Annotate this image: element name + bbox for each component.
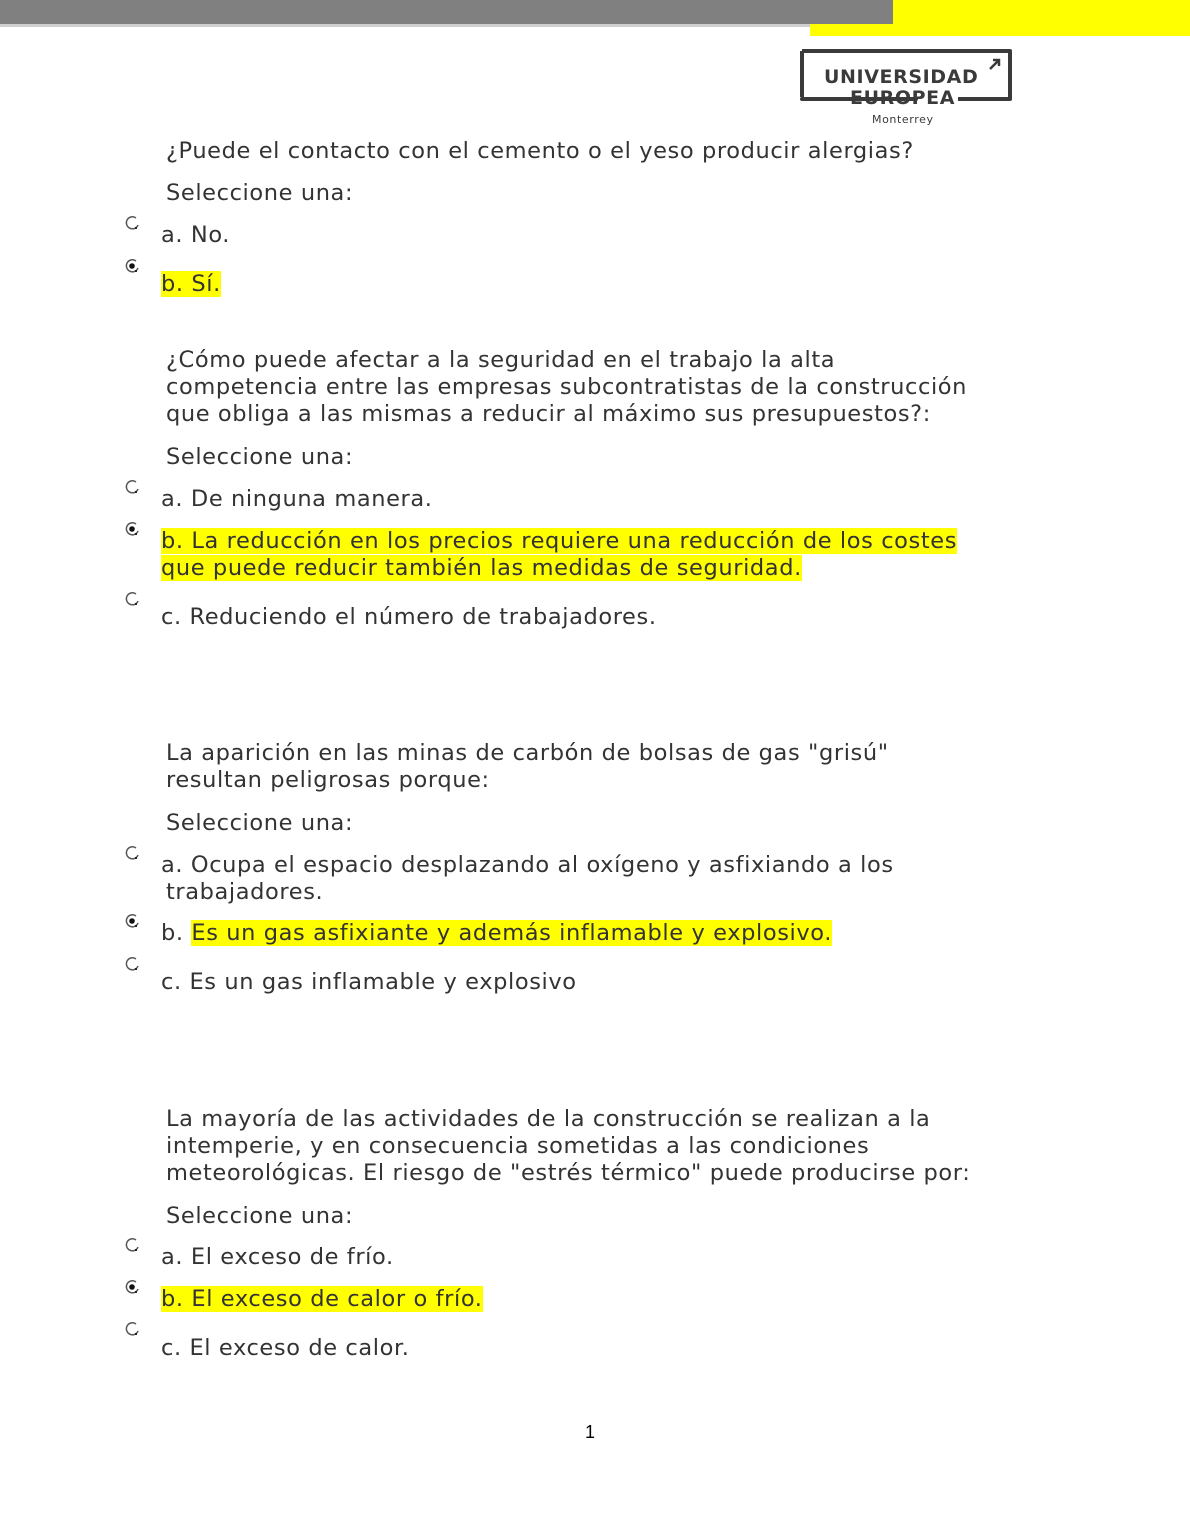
- logo-line1: UNIVERSIDAD: [824, 66, 979, 88]
- q3-option-b-radio-icon[interactable]: [124, 913, 140, 929]
- question-3-line2: resultan peligrosas porque:: [166, 767, 490, 793]
- q4-option-c[interactable]: c. El exceso de calor.: [161, 1335, 410, 1361]
- q2-option-a-radio-icon[interactable]: [124, 479, 140, 495]
- question-4-line1: La mayoría de las actividades de la construcción se realizan a la: [166, 1106, 931, 1132]
- header-gray-bar: [0, 0, 893, 24]
- question-3-select-label: Seleccione una:: [166, 810, 354, 836]
- q3-option-c-radio-icon[interactable]: [124, 956, 140, 972]
- header-shadow-bar: [0, 24, 893, 27]
- q3-option-a-radio-icon[interactable]: [124, 845, 140, 861]
- q4-option-b-radio-icon[interactable]: [124, 1279, 140, 1295]
- q3-option-a-line2[interactable]: trabajadores.: [166, 879, 324, 905]
- question-4-line2: intemperie, y en consecuencia sometidas a las condiciones: [166, 1133, 870, 1159]
- q4-option-c-radio-icon[interactable]: [124, 1321, 140, 1337]
- q1-option-a-radio-icon[interactable]: [124, 215, 140, 231]
- q2-option-a[interactable]: a. De ninguna manera.: [161, 486, 433, 512]
- q3-option-b-prefix: b.: [161, 920, 192, 946]
- header-yellow-strip: [810, 24, 1190, 36]
- question-2-line2: competencia entre las empresas subcontratistas de la construcción: [166, 374, 968, 400]
- q3-option-c[interactable]: c. Es un gas inflamable y explosivo: [161, 969, 577, 995]
- q4-option-a-radio-icon[interactable]: [124, 1237, 140, 1253]
- q3-option-b-text: Es un gas asfixiante y además inflamable y explosivo.: [191, 920, 833, 946]
- header-yellow-bar: [893, 0, 1190, 24]
- q1-option-a[interactable]: a. No.: [161, 222, 231, 248]
- question-2-line1: ¿Cómo puede afectar a la seguridad en el trabajo la alta: [166, 347, 836, 373]
- question-3-line1: La aparición en las minas de carbón de bolsas de gas "grisú": [166, 740, 889, 766]
- question-4-line3: meteorológicas. El riesgo de "estrés térmico" puede producirse por:: [166, 1160, 971, 1186]
- question-1-select-label: Seleccione una:: [166, 180, 354, 206]
- q2-option-b-radio-icon[interactable]: [124, 521, 140, 537]
- q1-option-b[interactable]: b. Sí.: [161, 271, 221, 297]
- q2-option-b-line1[interactable]: b. La reducción en los precios requiere una reducción de los costes: [161, 528, 958, 554]
- logo-line2: EUROPEA: [850, 87, 955, 109]
- page-number: 1: [585, 1422, 596, 1442]
- question-2-line3: que obliga a las mismas a reducir al máximo sus presupuestos?:: [166, 401, 931, 427]
- q2-option-c[interactable]: c. Reduciendo el número de trabajadores.: [161, 604, 657, 630]
- q4-option-b[interactable]: b. El exceso de calor o frío.: [161, 1286, 483, 1312]
- question-1-text: ¿Puede el contacto con el cemento o el yeso producir alergias?: [166, 138, 914, 164]
- q1-option-b-radio-icon[interactable]: [124, 258, 140, 274]
- question-2-select-label: Seleccione una:: [166, 444, 354, 470]
- q3-option-a-line1[interactable]: a. Ocupa el espacio desplazando al oxígeno y asfixiando a los: [161, 852, 894, 878]
- q2-option-c-radio-icon[interactable]: [124, 591, 140, 607]
- q2-option-b-line2[interactable]: que puede reducir también las medidas de seguridad.: [161, 555, 802, 581]
- universidad-europea-logo: [798, 47, 1018, 127]
- question-4-select-label: Seleccione una:: [166, 1203, 354, 1229]
- q4-option-a[interactable]: a. El exceso de frío.: [161, 1244, 394, 1270]
- logo-line3: Monterrey: [872, 113, 934, 126]
- q3-option-b[interactable]: [161, 920, 832, 947]
